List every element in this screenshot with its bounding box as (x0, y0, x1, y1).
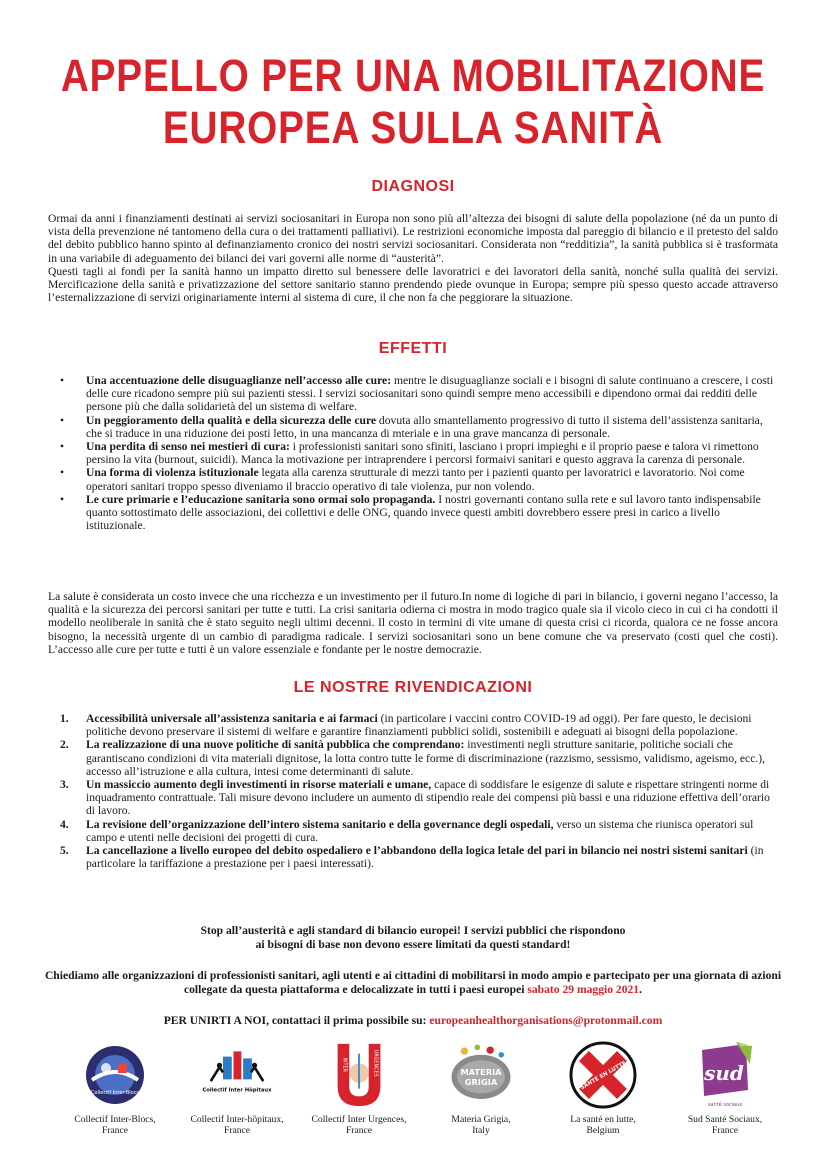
logos-row (60, 1040, 780, 1136)
logo-caption (570, 1114, 636, 1136)
logo-caption-name: Collectif Inter Urgences, (311, 1114, 407, 1125)
list-item (48, 844, 778, 870)
item-text: legata alla carenza strutturale di mezzi tanto per i pazienti quanto per lavoratrici e lavoratorio. Noi come operatori sanitari troppo spesso diveniamo il braccio operativo di tale violenza, pur non volendo. (86, 466, 745, 493)
item-bold: Una forma di violenza istituzionale (86, 466, 259, 480)
rivendicazioni-section (48, 712, 778, 870)
item-text: I nostri governanti contano sulla rete e sul lavoro tanto indispensabile quanto sottostimato delle associazioni, dei collettivi e delle ONG, quando invece questi ambiti dovrebbero essere presi in carico a livello istituzionale. (86, 492, 761, 533)
conclusion-paragraph: La salute è considerata un costo invece che una ricchezza e un investimento per il futuro.In nome di logiche di pari in bilancio, i governi negano l’accesso, la qualità e la sicurezza dei percorsi sanitari per tutte e tutti. La crisi sanitaria odierna ci mostra in modo tragico quale sia il vicolo cieco in cui ci ha condotti il modello neoliberale in sanità che è stato seguito negli ultimi decenni. Il costo in termini di vite umane di questa crisi ci ricorda, qualora ce ne fosse ancora bisogno, la necessità urgente di un cambio di paradigma radicale. I servizi sociosanitari sono un bene comune che va preservato (costi quel che costi). L’accesso alle cure per tutte e tutti è un valore essenziale e fondante per le nostre democrazie. (48, 590, 778, 656)
item-text: investimenti negli strutture sanitarie, politiche sociali che garantiscano condizioni di vita materiali dignitose, la lotta contro tutte le forme di discriminazione (razzismo, sessismo, validismo, ageismo, ecc.), accesso all’istruzione e alla cultura, intesi come determinanti di salute. (86, 738, 766, 778)
logo-caption-country: France (345, 1125, 373, 1136)
stop-statement (40, 924, 786, 952)
item-bold: La realizzazione di una nuove politiche di sanità pubblica che comprendano: (86, 738, 465, 752)
title-line-2: EUROPEA SULLA SANITÀ (162, 102, 664, 153)
sud-sante-logo-icon (690, 1040, 760, 1110)
logo-caption-name: Collectif Inter-Blocs, (74, 1114, 156, 1125)
effetti-conclusion (48, 590, 778, 656)
section-heading-effetti: EFFETTI (378, 340, 448, 357)
list-item (48, 712, 778, 738)
call-date: sabato 29 maggio 2021 (527, 983, 640, 996)
materia-grigia-logo-icon (446, 1040, 516, 1110)
logo-inter-blocs (60, 1040, 170, 1136)
logo-caption (312, 1114, 407, 1136)
item-number: 5. (60, 844, 69, 858)
svg-text:Collectif Inter-Blocs: Collectif Inter-Blocs (90, 1090, 140, 1096)
effetti-section (48, 374, 778, 532)
item-text: capace di soddisfare le esigenze di salute e rispettare stringenti norme di inquadramento contrattuale. Tali misure devono includere un aumento di stipendio reale dei compensi più bassi e una riduzione effettiva dell’orario di lavoro. (86, 778, 770, 818)
logo-inter-hopitaux (182, 1040, 292, 1136)
logo-caption-name: Sud Santé Sociaux, (687, 1114, 763, 1125)
logo-caption-country: France (223, 1125, 251, 1136)
diagnosi-section (48, 212, 778, 304)
list-item (48, 818, 778, 844)
svg-text:Solidaires: Solidaires (739, 1043, 757, 1047)
item-text: (in particolare i vaccini contro COVID-19 ad oggi). Per fare questo, le decisioni politiche devono preservare il sistemi di welfare e garantire finanziamenti pubblici solidi, sostenibili e adeguati ai bisogni della popolazione. (86, 712, 752, 739)
svg-text:SANTÉ EN LUTTE: SANTÉ EN LUTTE (579, 1060, 628, 1092)
svg-text:GRIGIA: GRIGIA (464, 1077, 498, 1088)
inter-blocs-logo-icon (80, 1040, 150, 1110)
effetti-list (48, 374, 778, 532)
item-bold: Le cure primarie e l’educazione sanitaria sono ormai solo propaganda. (86, 492, 436, 506)
inter-hopitaux-logo-icon (202, 1040, 272, 1110)
list-item (48, 414, 778, 440)
item-number: 3. (60, 778, 69, 792)
contact-email-link[interactable]: europeanhealthorganisations@protonmail.com (429, 1014, 663, 1027)
item-number: 4. (60, 817, 69, 831)
section-heading-diagnosi: DIAGNOSI (371, 178, 455, 195)
diagnosi-paragraph-1: Ormai da anni i finanziamenti destinati ai servizi sociosanitari in Europa non sono più all’altezza dei bisogni di salute della popolazione (né da un punto di vista della prevenzione né tantomeno della cura o dei trattamenti palliativi). Le restrizioni economiche imposta dal pareggio di bilancio e il pretesto del saldo del debito pubblico hanno spinto al definanziamento cronico dei nostri servizi sociosanitari. Considerata non “redditizia”, la sanità pubblica si è trasformata in una variabile di adeguamento dei bilanci dei vari governi alle norme di “austerità”. (48, 212, 778, 265)
logo-sante-en-lutte (548, 1040, 658, 1136)
logo-inter-urgences (304, 1040, 414, 1136)
item-text: dovuta allo smantellamento progressivo di tutto il sistema dell’assistenza sanitaria, che si traduce in una riduzione dei posti letto, in una mancanza di mteriale e in una grave mancanza di personale. (86, 413, 763, 440)
rivendicazioni-list (48, 712, 778, 870)
list-item (48, 466, 778, 492)
list-item (48, 440, 778, 466)
call-end: . (639, 983, 643, 996)
item-bold: Accessibilità universale all’assistenza sanitaria e ai farmaci (86, 712, 378, 725)
item-bold: La cancellazione a livello europeo del debito ospedaliero e l’abbandono della logica letale del pari in bilancio nei nostri sistemi sanitari (86, 844, 748, 858)
section-heading-rivendicazioni: LE NOSTRE RIVENDICAZIONI (293, 679, 533, 696)
logo-sud-sante (670, 1040, 780, 1136)
item-number: 2. (60, 738, 69, 752)
list-item (48, 493, 778, 533)
item-bold: Una perdita di senso nei mestieri di cura: (86, 440, 290, 454)
logo-caption (74, 1114, 155, 1136)
item-text: (in particolare la tariffazione a prestazione per i paesi interessati). (86, 844, 764, 871)
svg-text:Collectif Inter Hôpitaux: Collectif Inter Hôpitaux (202, 1087, 272, 1094)
svg-text:INTER: INTER (341, 1057, 348, 1072)
logo-caption (688, 1114, 762, 1136)
logo-caption-name: La santé en lutte, (570, 1114, 636, 1125)
list-item (48, 374, 778, 414)
title-line-1: APPELLO PER UNA MOBILITAZIONE (60, 50, 766, 101)
stop-line-2: ai bisogni di base non devono essere limitati da questi standard! (255, 938, 571, 951)
sante-en-lutte-logo-icon (568, 1040, 638, 1110)
list-item (48, 738, 778, 778)
inter-urgences-logo-icon (324, 1040, 394, 1110)
contact-line (40, 1014, 786, 1028)
item-bold: Un massiccio aumento degli investimenti in risorse materiali e umane, (86, 778, 432, 792)
stop-line-1: Stop all’austerità e agli standard di bilancio europei! I servizi pubblici che rispondono (200, 924, 626, 937)
svg-text:sud: sud (704, 1061, 744, 1085)
svg-text:santé sociaux: santé sociaux (707, 1102, 743, 1108)
item-bold: Un peggioramento della qualità e della sicurezza delle cure (86, 413, 377, 427)
item-bold: La revisione dell’organizzazione dell’intero sistema sanitario e della governance degli ospedali, (86, 817, 554, 831)
call-text: Chiediamo alle organizzazioni di professionisti sanitari, agli utenti e ai cittadini di mobilitarsi in modo ampio e partecipato per una giornata di azioni collegate da questa piattaforma e delocalizzate in tutti i paesi europei (44, 969, 782, 996)
logo-caption-name: Collectif Inter-hôpitaux, (190, 1114, 284, 1125)
item-number: 1. (60, 712, 69, 725)
svg-text:MATERIA: MATERIA (460, 1067, 502, 1077)
list-item (48, 778, 778, 818)
item-text: i professionisti sanitari sono sfiniti, lasciano i propri impieghi e il proprio paese e talora vi rimettono persino la vita (burnout, suicidi). Manca la motivazione per intraprendere i percorsi formaivi sanitari e questo aggrava la carenza di personale. (86, 440, 759, 467)
item-text: verso un sistema che riunisca operatori sul campo e utenti nelle decisioni dei progetti di cura. (86, 817, 754, 844)
logo-caption-name: Materia Grigia, (451, 1114, 511, 1125)
item-bold: Una accentuazione delle disuguaglianze nell’accesso alle cure: (86, 374, 392, 387)
contact-text: PER UNIRTI A NOI, contattaci il prima possibile su: (163, 1014, 430, 1027)
logo-caption-country: France (711, 1125, 739, 1136)
diagnosi-paragraph-2: Questi tagli ai fondi per la sanità hanno un impatto diretto sul benessere delle lavoratrici e dei lavoratori della sanità, nonché sulla qualità dei servizi. Mercificazione della sanità e privatizzazione del settore sanitario stanno prendendo piede ovunque in Europa; sempre più spesso questo accade attraverso l’esternalizzazione di servizi originariamente interni al sistema di cure, il che non fa che peggiorare la situazione. (48, 264, 778, 305)
logo-caption-country: France (101, 1125, 129, 1136)
logo-caption-country: Italy (472, 1125, 490, 1136)
page-title (58, 50, 768, 154)
call-to-action (40, 969, 786, 997)
svg-text:URGENCES: URGENCES (372, 1049, 379, 1077)
logo-caption-country: Belgium (586, 1125, 620, 1136)
logo-materia-grigia (426, 1040, 536, 1136)
logo-caption (190, 1114, 283, 1136)
logo-caption (451, 1114, 510, 1136)
item-text: mentre le disuguaglianze sociali e i bisogni di salute continuano a crescere, i costi delle cure ricadono sempre più sui pazienti stessi. I servizi sociosanitari sono quindi sempre meno accessibili e dipendono ormai dai redditi delle persone più che dalla solidarietà del un sistema di welfare. (86, 374, 774, 414)
